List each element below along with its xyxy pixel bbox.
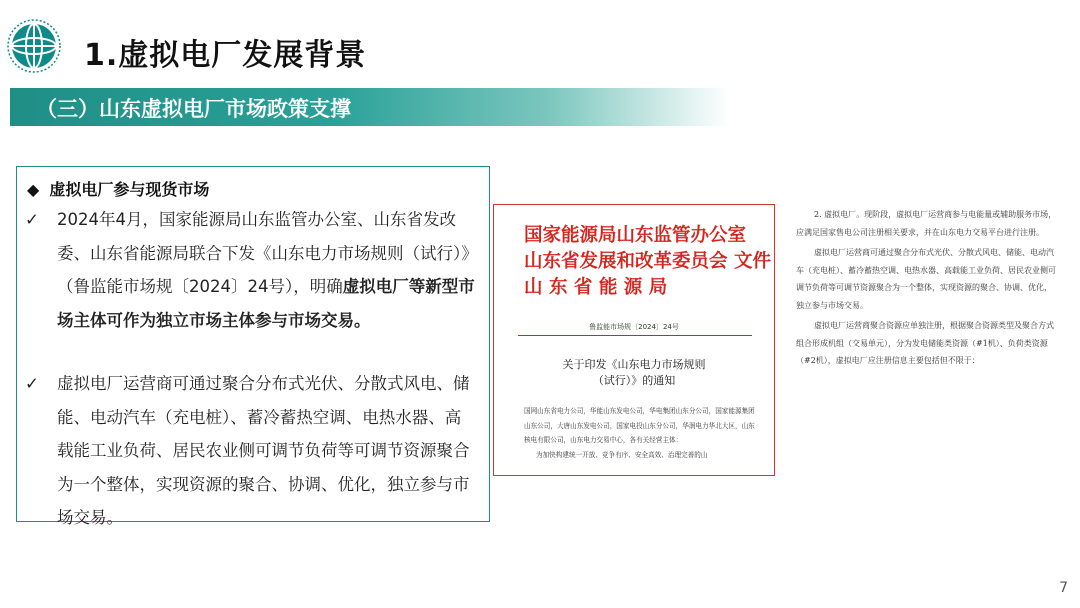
header-line-1: 国家能源局山东监管办公室 bbox=[524, 225, 747, 246]
recipients-text: 国网山东省电力公司，华能山东发电公司，华电集团山东分公司，国家能源集团山东公司，大唐山东发电公司，国家电投山东分公司，华润电力华北大区，山东核电有限公司，山东电力交易中心，各有关经营主体： bbox=[524, 407, 755, 444]
diamond-bullet-icon: ◆ bbox=[27, 180, 40, 199]
textbox-heading-text: 虚拟电厂参与现货市场 bbox=[49, 180, 210, 199]
check-icon: ✓ bbox=[25, 374, 39, 393]
header-line-2: 山东省发展和改革委员会 文件 bbox=[524, 251, 771, 272]
excerpt-paragraph: 虚拟电厂运营商聚合资源应单独注册，根据聚合资源类型及聚合方式组合形成机组（交易单元），分为发电储能类资源（#1机）、负荷类资源（#2机），虚拟电厂应注册信息主要包括但不限于： bbox=[796, 321, 1054, 365]
red-divider bbox=[518, 335, 752, 336]
page-number: 7 bbox=[1059, 580, 1068, 596]
section-banner bbox=[10, 88, 730, 126]
body-start-text: 为加快构建统一开放、竞争有序、安全高效、治理完善的山 bbox=[536, 450, 708, 459]
bullet-2-text: 虚拟电厂运营商可通过聚合分布式光伏、分散式风电、储能、电动汽车（充电桩）、蓄冷蓄热空调、电热水器、高载能工业负荷、居民农业侧可调节负荷等可调节资源聚合为一个整体，实现资源的聚合、协调、优化，独立参与市场交易。 bbox=[57, 374, 470, 527]
bullet-1-text: 2024年4月，国家能源局山东监管办公室、山东省发改委、山东省能源局联合下发《山东电力市场规则（试行）》（鲁监能市场规〔2024〕24号），明确 bbox=[57, 210, 470, 296]
official-document-image bbox=[493, 204, 775, 476]
check-icon: ✓ bbox=[25, 210, 39, 229]
page-title: 1.虚拟电厂发展背景 bbox=[84, 38, 367, 73]
state-grid-logo bbox=[6, 18, 62, 74]
document-red-header bbox=[524, 223, 771, 301]
notice-title-text: 关于印发《山东电力市场规则（试行）》的通知 bbox=[562, 358, 706, 387]
state-grid-globe-icon bbox=[6, 18, 62, 74]
policy-textbox bbox=[16, 166, 490, 527]
textbox-heading bbox=[27, 177, 209, 200]
section-subtitle: （三）山东虚拟电厂市场政策支撑 bbox=[36, 97, 351, 121]
document-number: 鲁监能市场规〔2024〕24号 bbox=[589, 323, 679, 331]
notice-title bbox=[494, 357, 774, 389]
document-recipients bbox=[524, 404, 756, 462]
bullet-1-bold-text: 虚拟电厂等新型市场主体可作为独立市场主体参与市场交易。 bbox=[57, 277, 475, 330]
excerpt-paragraph: 虚拟电厂运营商可通过聚合分布式光伏、分散式风电、储能、电动汽车（充电桩）、蓄冷蓄热空调、电热水器、高载能工业负荷、居民农业侧可调节负荷等可调节资源聚合为一个整体，实现资源的聚合、协调、优化，独立参与市场交易。 bbox=[796, 248, 1056, 310]
excerpt-paragraph: 2. 虚拟电厂。现阶段，虚拟电厂运营商参与电能量或辅助服务市场，应满足国家售电公司注册相关要求，并在山东电力交易平台进行注册。 bbox=[796, 210, 1057, 237]
document-excerpt bbox=[796, 206, 1058, 373]
header-line-3: 山 东 省 能 源 局 bbox=[524, 277, 668, 298]
